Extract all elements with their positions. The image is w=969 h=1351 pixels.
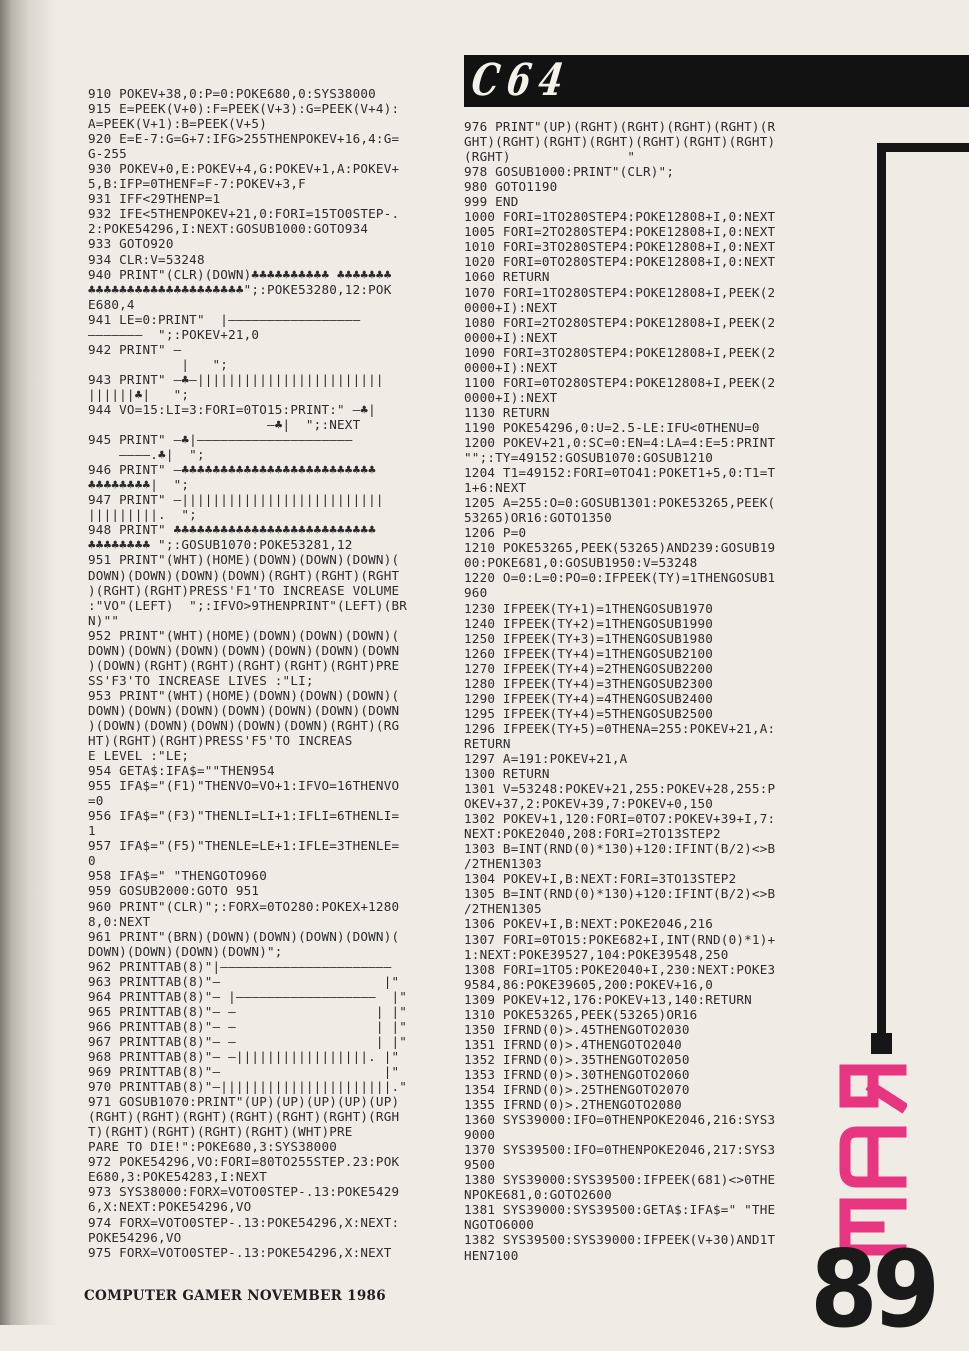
code-line: 910 POKEV+38,0:P=0:POKE680,0:SYS38000 — [88, 86, 376, 101]
code-line: 1295 IFPEEK(TY+4)=5THENGOSUB2500 — [464, 705, 714, 721]
code-line: 932 IFE<5THENPOKEV+21,0:FORI=15TO0STEP-. — [88, 206, 400, 222]
code-line: 2:POKE54296,I:NEXT:GOSUB1000:GOTO934 — [88, 221, 369, 237]
code-line: 1:NEXT:POKE39527,104:POKE39548,250 — [464, 946, 729, 962]
code-line: 9500 — [464, 1157, 496, 1173]
code-line: 945 PRINT" ―♣|―――――――――――――――――――― — [88, 432, 353, 448]
code-line: 964 PRINTTAB(8)"― |―――――――――――――――――― |" — [88, 988, 408, 1004]
code-line: 967 PRINTTAB(8)"― ― | |" — [88, 1033, 408, 1049]
code-line: 976 PRINT"(UP)(RGHT)(RGHT)(RGHT)(RGHT)(R — [464, 119, 776, 134]
code-line: 1355 IFRND(0)>.2THENGOTO2080 — [464, 1097, 682, 1113]
code-line: 946 PRINT" ―♣♣♣♣♣♣♣♣♣♣♣♣♣♣♣♣♣♣♣♣♣♣♣♣♣ — [88, 462, 376, 478]
page-footer: COMPUTER GAMER NOVEMBER 1986 — [84, 1288, 386, 1304]
code-line: 1280 IFPEEK(TY+4)=3THENGOSUB2300 — [464, 675, 714, 691]
code-line: 1370 SYS39500:IFO=0THENPOKE2046,217:SYS3 — [464, 1142, 776, 1158]
code-line: N)"" — [88, 612, 120, 628]
code-line: 1305 B=INT(RND(0)*130)+120:IFINT(B/2)<>B — [464, 886, 776, 902]
code-line: 1308 FORI=1TO5:POKE2040+I,230:NEXT:POKE3 — [464, 961, 776, 977]
code-line: 1000 FORI=1TO280STEP4:POKE12808+I,0:NEXT — [464, 209, 776, 225]
code-line: 1290 IFPEEK(TY+4)=4THENGOSUB2400 — [464, 690, 714, 706]
code-line: 1270 IFPEEK(TY+4)=2THENGOSUB2200 — [464, 660, 714, 676]
code-line: NGOTO6000 — [464, 1217, 535, 1233]
code-line: 1060 RETURN — [464, 269, 550, 285]
code-line: SS'F3'TO INCREASE LIVES :"LI; — [88, 672, 314, 688]
page-number: 89 — [810, 1228, 935, 1351]
code-line: 1205 A=255:O=0:GOSUB1301:POKE53265,PEEK( — [464, 495, 776, 511]
code-line: 1190 POKE54296,0:U=2.5-LE:IFU<0THENU=0 — [464, 419, 760, 435]
code-line: | "; — [88, 356, 229, 372]
code-line: 1070 FORI=1TO280STEP4:POKE12808+I,PEEK(2 — [464, 284, 776, 300]
code-line: 974 FORX=VOTO0STEP-.13:POKE54296,X:NEXT: — [88, 1214, 400, 1230]
code-line: 1206 P=0 — [464, 525, 527, 541]
code-line: 1+6:NEXT — [464, 480, 527, 496]
code-line: 1304 POKEV+I,B:NEXT:FORI=3TO13STEP2 — [464, 871, 737, 887]
code-line: E680,4 — [88, 296, 135, 312]
code-line: 1230 IFPEEK(TY+1)=1THENGOSUB1970 — [464, 600, 714, 616]
code-line: 1352 IFRND(0)>.35THENGOTO2050 — [464, 1051, 690, 1067]
code-line: 963 PRINTTAB(8)"― |" — [88, 973, 400, 989]
code-line: ♣♣♣♣♣♣♣♣| "; — [88, 477, 190, 493]
code-line: E680,3:POKE54283,I:NEXT — [88, 1169, 267, 1185]
code-line: 948 PRINT" ♣♣♣♣♣♣♣♣♣♣♣♣♣♣♣♣♣♣♣♣♣♣♣♣♣♣ — [88, 522, 376, 538]
code-line: |||||||||. "; — [88, 507, 197, 523]
code-line: 943 PRINT" ―♣―|||||||||||||||||||||||| — [88, 371, 384, 387]
code-line: ―♣| ";:NEXT — [88, 417, 361, 433]
code-line: 1210 POKE53265,PEEK(53265)AND239:GOSUB19 — [464, 540, 776, 556]
code-line: 1306 POKEV+I,B:NEXT:POKE2046,216 — [464, 916, 714, 932]
code-line: DOWN)(DOWN)(DOWN)(DOWN)(RGHT)(RGHT)(RGHT — [88, 567, 400, 583]
code-line: 930 POKEV+0,E:POKEV+4,G:POKEV+1,A:POKEV+ — [88, 161, 400, 177]
code-line: 1260 IFPEEK(TY+4)=1THENGOSUB2100 — [464, 645, 714, 661]
code-line: GHT)(RGHT)(RGHT)(RGHT)(RGHT)(RGHT)(RGHT) — [464, 134, 776, 150]
code-line: 1220 O=0:L=0:PO=0:IFPEEK(TY)=1THENGOSUB1 — [464, 570, 776, 586]
code-line: 9000 — [464, 1127, 496, 1143]
code-line: 947 PRINT" ―|||||||||||||||||||||||||| — [88, 492, 384, 508]
code-line: 978 GOSUB1000:PRINT"(CLR)"; — [464, 164, 675, 180]
code-line: E LEVEL :"LE; — [88, 748, 190, 764]
code-line: 1090 FORI=3TO280STEP4:POKE12808+I,PEEK(2 — [464, 344, 776, 360]
code-line: 1360 SYS39000:IFO=0THENPOKE2046,216:SYS3 — [464, 1112, 776, 1128]
code-line: 944 VO=15:LI=3:FORI=0TO15:PRINT:" ―♣| — [88, 401, 376, 417]
code-line: )(DOWN)(RGHT)(RGHT)(RGHT)(RGHT)(RGHT)PRE — [88, 657, 400, 673]
code-line: 958 IFA$=" "THENGOTO960 — [88, 868, 267, 884]
code-line: 1302 POKEV+1,120:FORI=0TO7:POKEV+39+I,7: — [464, 811, 776, 827]
code-line: 971 GOSUB1070:PRINT"(UP)(UP)(UP)(UP)(UP) — [88, 1094, 400, 1110]
code-line: 920 E=E-7:G=G+7:IFG>255THENPOKEV+16,4:G= — [88, 131, 400, 147]
code-line: T)(RGHT)(RGHT)(RGHT)(RGHT)(WHT)PRE — [88, 1124, 353, 1140]
code-line: DOWN)(DOWN)(DOWN)(DOWN)"; — [88, 943, 283, 959]
code-line: 1250 IFPEEK(TY+3)=1THENGOSUB1980 — [464, 630, 714, 646]
code-line: 1020 FORI=0TO280STEP4:POKE12808+I,0:NEXT — [464, 254, 776, 270]
code-line: 941 LE=0:PRINT" |――――――――――――――――― — [88, 311, 361, 327]
code-line: NPOKE681,0:GOTO2600 — [464, 1187, 612, 1203]
code-line: 959 GOSUB2000:GOTO 951 — [88, 883, 260, 899]
code-line: =0 — [88, 793, 104, 809]
code-line: (RGHT) " — [464, 149, 636, 165]
code-line: 968 PRINTTAB(8)"― ―|||||||||||||||||. |" — [88, 1049, 400, 1064]
code-line: 915 E=PEEK(V+0):F=PEEK(V+3):G=PEEK(V+4): — [88, 101, 400, 117]
code-line: 1351 IFRND(0)>.4THENGOTO2040 — [464, 1036, 682, 1052]
code-line: 1307 FORI=0TO15:POKE682+I,INT(RND(0)*1)+ — [464, 931, 776, 947]
code-line: ||||||♣| "; — [88, 386, 190, 402]
code-line: 1 — [88, 823, 96, 839]
code-line: 1300 RETURN — [464, 766, 550, 782]
code-line: 6,X:NEXT:POKE54296,VO — [88, 1199, 252, 1215]
code-line: 5,B:IFP=0THENF=F-7:POKEV+3,F — [88, 176, 306, 192]
code-line: 960 — [464, 585, 488, 601]
code-line: ――――.♣| "; — [88, 447, 205, 463]
code-line: 0 — [88, 853, 96, 869]
code-line: 954 GETA$:IFA$=""THEN954 — [88, 763, 275, 779]
code-line: ♣♣♣♣♣♣♣♣ ";:GOSUB1070:POKE53281,12 — [88, 537, 353, 553]
code-line: 934 CLR:V=53248 — [88, 251, 205, 267]
code-line: 9584,86:POKE39605,200:POKEV+16,0 — [464, 976, 714, 992]
code-line: 1354 IFRND(0)>.25THENGOTO2070 — [464, 1082, 690, 1097]
code-line: PARE TO DIE!":POKE680,3:SYS38000 — [88, 1139, 338, 1155]
code-line: 965 PRINTTAB(8)"― ― | |" — [88, 1003, 408, 1019]
code-line: 956 IFA$="(F3)"THENLI=LI+1:IFLI=6THENLI= — [88, 808, 400, 824]
listing-column-right — [464, 119, 824, 1263]
code-line: 1380 SYS39000:SYS39500:IFPEEK(681)<>0THE — [464, 1172, 776, 1188]
code-line: 952 PRINT"(WHT)(HOME)(DOWN)(DOWN)(DOWN)( — [88, 627, 400, 643]
code-line: 957 IFA$="(F5)"THENLE=LE+1:IFLE=3THENLE= — [88, 838, 400, 854]
code-line: 940 PRINT"(CLR)(DOWN)♣♣♣♣♣♣♣♣♣♣ ♣♣♣♣♣♣♣ — [88, 266, 392, 282]
code-line: POKE54296,VO — [88, 1229, 182, 1245]
code-line: 961 PRINT"(BRN)(DOWN)(DOWN)(DOWN)(DOWN)( — [88, 928, 400, 944]
decorative-bracket-line — [877, 143, 886, 1043]
decorative-bracket-knob — [871, 1033, 892, 1054]
code-line: (RGHT)(RGHT)(RGHT)(RGHT)(RGHT)(RGHT)(RGH — [88, 1109, 400, 1125]
code-line: 1350 IFRND(0)>.45THENGOTO2030 — [464, 1021, 690, 1037]
code-line: 951 PRINT"(WHT)(HOME)(DOWN)(DOWN)(DOWN)( — [88, 552, 400, 568]
code-line: :"VO"(LEFT) ";:IFVO>9THENPRINT"(LEFT)(BR — [88, 597, 408, 613]
code-line: DOWN)(DOWN)(DOWN)(DOWN)(DOWN)(DOWN)(DOWN — [88, 702, 400, 718]
code-line: 1010 FORI=3TO280STEP4:POKE12808+I,0:NEXT — [464, 239, 776, 255]
code-line: 970 PRINTTAB(8)"―||||||||||||||||||||||." — [88, 1079, 408, 1095]
code-line: 1204 T1=49152:FORI=0TO41:POKET1+5,0:T1=T — [464, 465, 776, 481]
code-line: 960 PRINT"(CLR)";:FORX=0TO280:POKEX+1280 — [88, 898, 400, 914]
code-line: 0000+I):NEXT — [464, 299, 558, 315]
code-line: 962 PRINTTAB(8)"|―――――――――――――――――――――― — [88, 958, 392, 974]
code-line: 0000+I):NEXT — [464, 359, 558, 375]
code-line: DOWN)(DOWN)(DOWN)(DOWN)(DOWN)(DOWN)(DOWN — [88, 642, 400, 658]
code-line: 1382 SYS39500:SYS39000:IFPEEK(V+30)AND1T — [464, 1232, 776, 1248]
code-line: 969 PRINTTAB(8)"― |" — [88, 1064, 400, 1080]
code-line: 1240 IFPEEK(TY+2)=1THENGOSUB1990 — [464, 615, 714, 631]
code-line: 1309 POKEV+12,176:POKEV+13,140:RETURN — [464, 991, 752, 1007]
code-line: 1296 IFPEEK(TY+5)=0THENA=255:POKEV+21,A: — [464, 720, 776, 736]
section-title: C64 — [468, 55, 575, 106]
code-line: 0000+I):NEXT — [464, 389, 558, 405]
code-line: 1297 A=191:POKEV+21,A — [464, 750, 628, 766]
code-line: 953 PRINT"(WHT)(HOME)(DOWN)(DOWN)(DOWN)( — [88, 687, 400, 703]
code-line: A=PEEK(V+1):B=PEEK(V+5) — [88, 116, 267, 132]
code-line: )(RGHT)(RGHT)PRESS'F1'TO INCREASE VOLUME — [88, 582, 400, 598]
code-line: HT)(RGHT)(RGHT)PRESS'F5'TO INCREAS — [88, 733, 353, 749]
code-line: NEXT:POKE2040,208:FORI=2TO13STEP2 — [464, 826, 721, 842]
code-line: 1353 IFRND(0)>.30THENGOTO2060 — [464, 1066, 690, 1082]
listing-column-left — [88, 86, 448, 1260]
code-line: 1301 V=53248:POKEV+21,255:POKEV+28,255:P — [464, 781, 776, 797]
code-line: 1100 FORI=0TO280STEP4:POKE12808+I,PEEK(2 — [464, 374, 776, 390]
code-line: 1200 POKEV+21,0:SC=0:EN=4:LA=4:E=5:PRINT — [464, 434, 776, 450]
code-line: 966 PRINTTAB(8)"― ― | |" — [88, 1018, 408, 1034]
code-line: 942 PRINT" ― — [88, 341, 182, 357]
code-line: 1080 FORI=2TO280STEP4:POKE12808+I,PEEK(2 — [464, 314, 776, 330]
ram-logo-letter-r — [845, 1070, 901, 1106]
code-line: 972 POKE54296,VO:FORI=80TO255STEP.23:POK — [88, 1154, 400, 1170]
code-line: 980 GOTO1190 — [464, 179, 558, 195]
code-line: 8,0:NEXT — [88, 913, 151, 929]
code-line: G-255 — [88, 146, 127, 162]
code-line: 1303 B=INT(RND(0)*130)+120:IFINT(B/2)<>B — [464, 841, 776, 857]
code-line: RETURN — [464, 735, 511, 751]
code-line: 0000+I):NEXT — [464, 329, 558, 345]
code-line: ♣♣♣♣♣♣♣♣♣♣♣♣♣♣♣♣♣♣♣♣";:POKE53280,12:POK — [88, 281, 392, 297]
code-line: /2THEN1303 — [464, 856, 542, 872]
code-line: 00:POKE681,0:GOSUB1950:V=53248 — [464, 555, 698, 571]
code-line: 973 SYS38000:FORX=VOTO0STEP-.13:POKE5429 — [88, 1184, 400, 1200]
code-line: 999 END — [464, 194, 519, 210]
code-line: 53265)OR16:GOTO1350 — [464, 510, 612, 526]
code-line: HEN7100 — [464, 1247, 519, 1263]
page-binding-shadow — [0, 0, 58, 1325]
decorative-bracket-top — [877, 143, 969, 152]
code-line: 975 FORX=VOTO0STEP-.13:POKE54296,X:NEXT — [88, 1244, 392, 1260]
code-line: 1005 FORI=2TO280STEP4:POKE12808+I,0:NEXT — [464, 224, 776, 240]
code-line: /2THEN1305 — [464, 901, 542, 917]
code-line: 1310 POKE53265,PEEK(53265)OR16 — [464, 1006, 698, 1022]
code-line: 955 IFA$="(F1)"THENVO=VO+1:IFVO=16THENVO — [88, 778, 400, 794]
code-line: 1130 RETURN — [464, 404, 550, 420]
ram-logo-letter-a — [845, 1132, 901, 1182]
code-line: "";:TY=49152:GOSUB1070:GOSUB1210 — [464, 450, 714, 466]
code-line: 933 GOTO920 — [88, 236, 174, 252]
code-line: )(DOWN)(DOWN)(DOWN)(DOWN)(DOWN)(RGHT)(RG — [88, 717, 400, 733]
code-line: 931 IFF<29THENP=1 — [88, 191, 221, 207]
code-line: OKEV+37,2:POKEV+39,7:POKEV+0,150 — [464, 796, 714, 812]
code-line: 1381 SYS39000:SYS39500:GETA$:IFA$=" "THE — [464, 1202, 776, 1218]
code-line: ――――――― ";:POKEV+21,0 — [88, 326, 260, 342]
